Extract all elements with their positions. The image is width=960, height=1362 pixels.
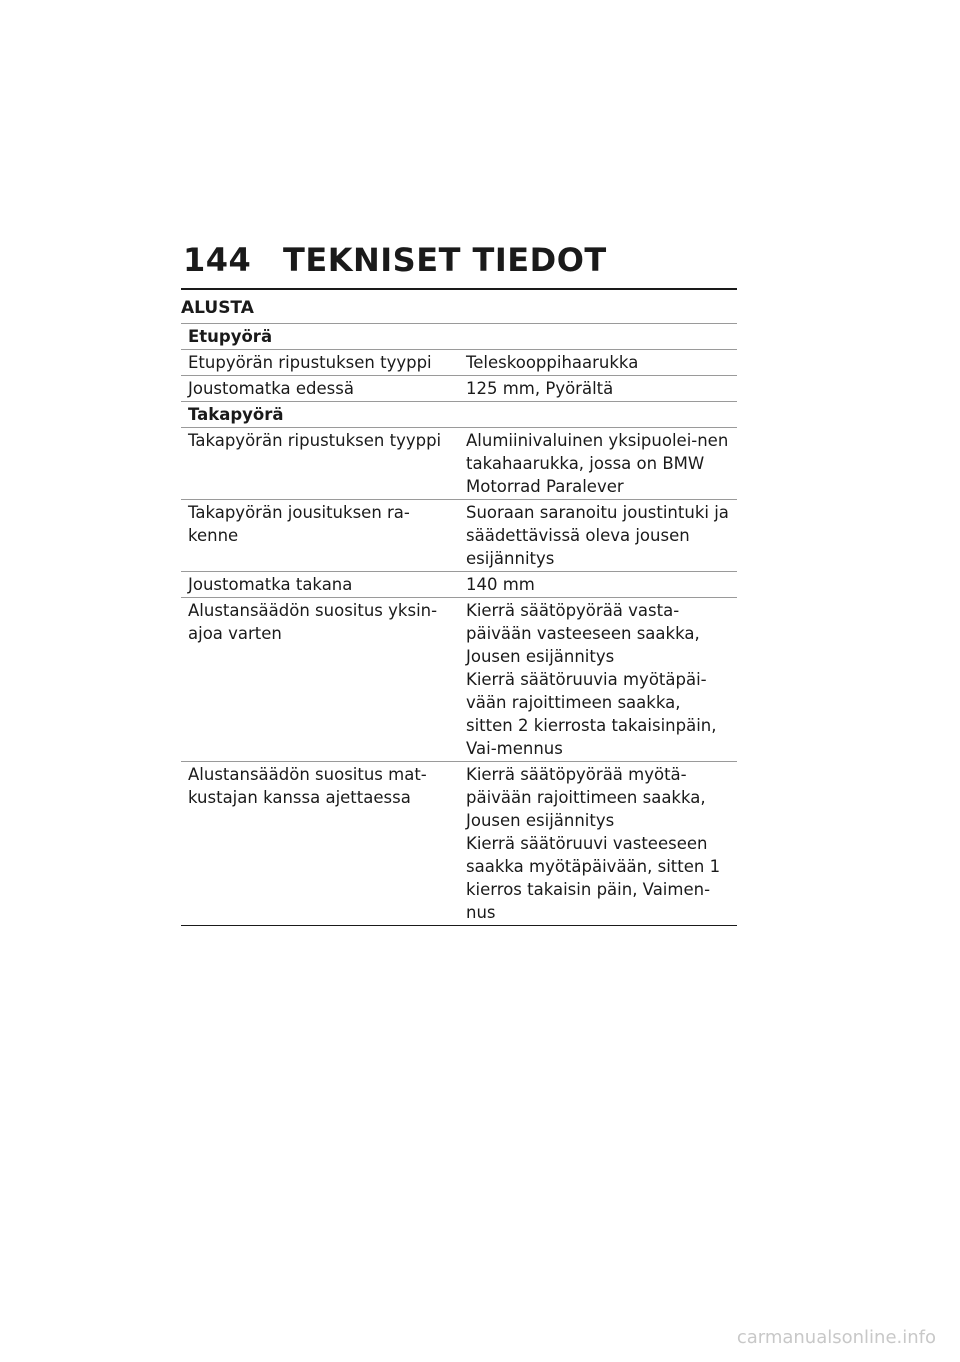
spec-value: Teleskooppihaarukka xyxy=(459,350,737,376)
spec-value: 140 mm xyxy=(459,572,737,598)
group-row-front-wheel xyxy=(181,324,737,350)
group-row-rear-wheel xyxy=(181,402,737,428)
page-title: TEKNISET TIEDOT xyxy=(283,241,607,279)
page-header xyxy=(183,240,743,280)
spec-label: Alustansäädön suositus yksin-ajoa varten xyxy=(181,598,459,762)
spec-label: Joustomatka takana xyxy=(181,572,459,598)
spec-label: Joustomatka edessä xyxy=(181,376,459,402)
page-number: 144 xyxy=(183,241,252,279)
spec-value: Kierrä säätöpyörää myötä-päivään rajoittimeen saakka, Jousen esijännitys Kierrä säätöruuvi vasteeseen saakka myötäpäivään, sitten 1 kierros takaisin päin, Vaimen-nus xyxy=(459,762,737,926)
spec-label: Etupyörän ripustuksen tyyppi xyxy=(181,350,459,376)
table-row xyxy=(181,762,737,926)
table-row xyxy=(181,500,737,572)
chassis-section xyxy=(181,288,737,926)
spec-value: Alumiinivaluinen yksipuolei-nen takahaarukka, jossa on BMW Motorrad Paralever xyxy=(459,428,737,500)
spec-label: Takapyörän ripustuksen tyyppi xyxy=(181,428,459,500)
table-row xyxy=(181,376,737,402)
table-row xyxy=(181,350,737,376)
spec-label: Alustansäädön suositus mat-kustajan kanssa ajettaessa xyxy=(181,762,459,926)
spec-value: 125 mm, Pyörältä xyxy=(459,376,737,402)
table-row xyxy=(181,572,737,598)
spec-value: Kierrä säätöpyörää vasta-päivään vasteeseen saakka, Jousen esijännitys Kierrä säätöruuvia myötäpäi-vään rajoittimeen saakka, sitten 2 kierrosta takaisinpäin, Vai-mennus xyxy=(459,598,737,762)
group-title: Etupyörä xyxy=(181,324,737,350)
spec-label: Takapyörän jousituksen ra-kenne xyxy=(181,500,459,572)
watermark: carmanualsonline.info xyxy=(736,1327,936,1348)
group-title: Takapyörä xyxy=(181,402,737,428)
spec-table xyxy=(181,323,737,926)
section-title: ALUSTA xyxy=(181,288,737,323)
spec-value: Suoraan saranoitu joustintuki ja säädettävissä oleva jousen esijännitys xyxy=(459,500,737,572)
table-row xyxy=(181,428,737,500)
table-row xyxy=(181,598,737,762)
